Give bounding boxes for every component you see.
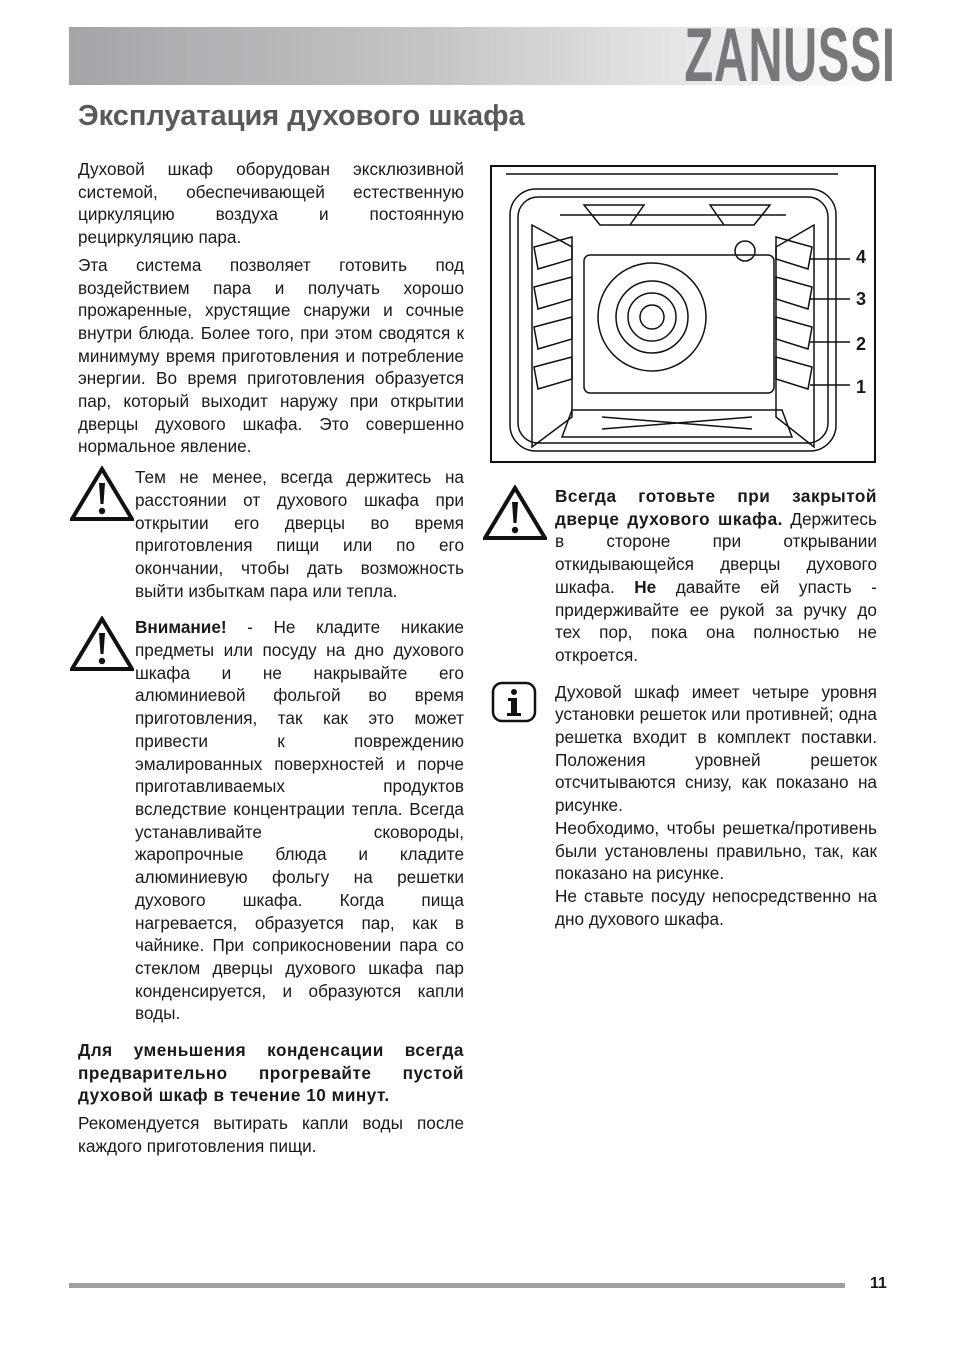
shelf-runners-right bbox=[776, 225, 814, 447]
left-column bbox=[78, 158, 464, 1163]
page-number: 11 bbox=[870, 1275, 887, 1292]
level-label-1: 1 bbox=[855, 377, 866, 397]
warning-icon bbox=[70, 616, 135, 1025]
paragraph: Эта система позволяет готовить под воздействием пара и получать хорошо прожаренные, хрустящие снаружи и сочные внутри блюда. Более того, при этом сводятся к минимуму время приготовления и потребление энергии. Во время приготовления образуется пар, который выходит наружу при открытии дверцы духового шкафа. Это совершенно нормальное явление. bbox=[78, 254, 464, 457]
warning-text-2: давайте ей упасть - придерживайте ее рукой за ручку до тех пор, пока она полностью не откроется. bbox=[555, 576, 877, 665]
info-text: Не ставьте посуду непосредственно на дно духового шкафа. bbox=[555, 885, 877, 929]
paragraph: Рекомендуется вытирать капли воды после каждого приготовления пищи. bbox=[78, 1113, 464, 1156]
warning-bold: Всегда готовьте при закрытой дверце духового шкафа. bbox=[555, 486, 877, 529]
warning-text: Тем не менее, всегда держитесь на расстоянии от духового шкафа при открытии его дверцы во время приготовления пищи или по его окончании, чтобы дать возможность выйти избыткам пара или тепла. bbox=[135, 467, 464, 601]
oven-illustration bbox=[492, 167, 874, 461]
brand-logo: ZANUSSI bbox=[684, 13, 896, 98]
warning-bold-2: Не bbox=[634, 576, 657, 597]
warning-text: Держитесь в стороне при открывании откидывающейся дверцы духового шкафа. bbox=[555, 508, 877, 597]
info-icon bbox=[491, 681, 555, 931]
bold-tip bbox=[78, 1039, 464, 1107]
info-text: Необходимо, чтобы решетка/противень были установлены правильно, так, как показано на рисунке. bbox=[555, 817, 877, 884]
bold-tip-text: Для уменьшения конденсации всегда предварительно прогревайте пустой духовой шкаф в течение 10 минут. bbox=[78, 1040, 464, 1106]
shelf-runners-left bbox=[532, 225, 572, 447]
oven-interior-figure bbox=[490, 165, 876, 463]
footer-divider bbox=[69, 1283, 845, 1288]
warning-text: - Не кладите никакие предметы или посуду на дно духового шкафа и не накрывайте его алюминиевой фольгой во время приготовления, так как это может привести к повреждению эмалированных поверхностей и порче приготавливаемых продуктов вследствие концентрации тепла. Всегда устанавливайте сковороды, жаропрочные блюда и кладите алюминиевую фольгу на решетки духового шкафа. Когда пища нагревается, образуется пар, как в чайнике. При соприкосновении пара со стеклом дверцы духового шкафа пар конденсируется, и образуются капли воды. bbox=[135, 617, 464, 1024]
right-column bbox=[483, 485, 877, 944]
paragraph: Духовой шкаф оборудован эксклюзивной системой, обеспечивающей естественную циркуляцию воздуха и постоянную рециркуляцию пара. bbox=[78, 159, 464, 248]
level-label-2: 2 bbox=[855, 334, 866, 354]
page-title: Эксплуатация духового шкафа bbox=[78, 100, 525, 132]
info-text: Духовой шкаф имеет четыре уровня установки решеток или противней; одна решетка входит в комплект поставки. Положения уровней решеток отсчитываются снизу, как показано на рисунке. bbox=[555, 681, 877, 816]
warning-icon bbox=[483, 485, 555, 667]
attention-label: Внимание! bbox=[135, 617, 227, 638]
warning-icon bbox=[70, 466, 135, 602]
level-label-3: 3 bbox=[855, 289, 866, 309]
level-label-4: 4 bbox=[855, 247, 866, 267]
